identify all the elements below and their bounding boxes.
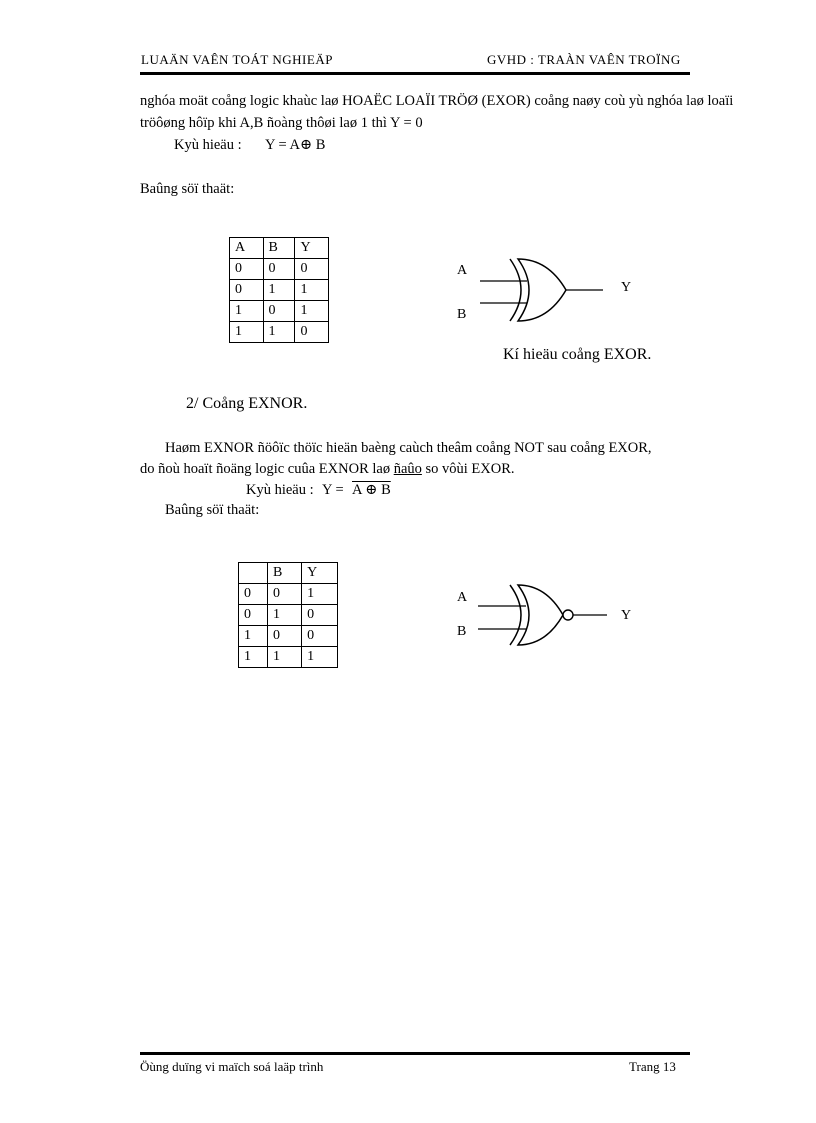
table-cell: 0	[295, 259, 329, 280]
table-cell: 0	[239, 584, 268, 605]
table-row	[239, 626, 338, 647]
xnor-output-label: Y	[621, 608, 632, 623]
xnor-para-2-b: ù hoaït ñoäng logic cuûa EXNOR laø	[172, 461, 394, 477]
table-row	[239, 605, 338, 626]
xor-caption: Kí hieäu coång EXOR.	[503, 346, 652, 363]
table-cell: 1	[239, 647, 268, 668]
page-number: Trang 13	[629, 1059, 676, 1074]
table-cell: 1	[302, 647, 338, 668]
table-cell: 0	[230, 259, 264, 280]
xnor-inversion-bubble	[563, 610, 573, 620]
table-cell: 0	[263, 301, 295, 322]
table-cell: 1	[302, 584, 338, 605]
xnor-symbol-label: Kyù hieäu :	[246, 482, 314, 498]
footer-left: Öùng duïng vi maïch soá laäp trình	[140, 1059, 324, 1074]
table-cell: 1	[267, 605, 301, 626]
table-header-cell: Y	[295, 238, 329, 259]
xor-symbol-label: Kyù hieäu :	[174, 137, 242, 153]
table-cell: 1	[263, 322, 295, 343]
header-right: GVHD : TRAÀN VAÊN TROÏNG	[487, 52, 681, 67]
table-header-row	[230, 238, 329, 259]
xnor-heading: 2/ Coång EXNOR.	[186, 395, 308, 412]
xor-input-b-label: B	[457, 307, 467, 322]
table-row	[230, 259, 329, 280]
xnor-para-2-underlined: ñaûo	[393, 461, 422, 477]
table-cell: 1	[230, 322, 264, 343]
xnor-formula-y: Y =	[322, 482, 344, 498]
table-cell: 1	[239, 626, 268, 647]
table-header-row	[239, 563, 338, 584]
header-rule	[140, 72, 690, 75]
header-left: LUAÄN VAÊN TOÁT NGHIEÄP	[141, 52, 333, 67]
xnor-table-label: Baûng söï thaät:	[165, 502, 260, 518]
table-row	[230, 301, 329, 322]
xnor-para-2-c: so vôùi EXOR.	[421, 461, 515, 477]
table-cell: 1	[295, 301, 329, 322]
table-header-cell: B	[263, 238, 295, 259]
xor-truth-table	[229, 237, 329, 343]
xor-line-1: nghóa moät coång logic khaùc laø HOAËC LOAÏI TRÖØ (EXOR) coång naøy coù yù nghóa laø loaïi	[140, 93, 734, 109]
xnor-formula-rhs: A ⊕ B	[352, 482, 391, 498]
table-cell: 0	[230, 280, 264, 301]
xor-gate-diagram	[440, 245, 660, 335]
table-cell: 1	[295, 280, 329, 301]
table-cell: 0	[295, 322, 329, 343]
table-cell: 0	[267, 584, 301, 605]
xnor-gate-diagram	[440, 570, 660, 660]
xor-gate-body	[518, 259, 566, 321]
table-header-cell	[239, 563, 268, 584]
xor-back-curve	[510, 259, 521, 321]
xnor-input-a-label: A	[457, 590, 468, 605]
xnor-para-2	[140, 461, 515, 478]
table-cell: 0	[302, 605, 338, 626]
table-cell: 0	[263, 259, 295, 280]
xnor-input-b-label: B	[457, 624, 467, 639]
footer-rule	[140, 1052, 690, 1055]
xnor-para-1: Haøm EXNOR ñöôïc thöïc hieän baèng caùch theâm coång NOT sau coång EXOR,	[165, 440, 652, 456]
table-cell: 0	[239, 605, 268, 626]
table-cell: 0	[302, 626, 338, 647]
xor-formula: Y = A⊕ B	[265, 137, 326, 153]
table-cell: 1	[263, 280, 295, 301]
table-header-cell: A	[230, 238, 264, 259]
xnor-gate-body	[518, 585, 563, 645]
xnor-truth-table	[238, 562, 338, 668]
xor-table-label: Baûng söï thaät:	[140, 181, 235, 197]
table-row	[239, 647, 338, 668]
xor-input-a-label: A	[457, 263, 468, 278]
xor-line-2: tröôøng hôïp khi A,B ñoàng thôøi laø 1 thì Y = 0	[140, 115, 423, 131]
table-header-cell: Y	[302, 563, 338, 584]
xor-output-label: Y	[621, 280, 632, 295]
table-cell: 0	[267, 626, 301, 647]
table-row	[230, 322, 329, 343]
xnor-para-2-a: do ño	[140, 461, 173, 477]
table-row	[239, 584, 338, 605]
table-cell: 1	[230, 301, 264, 322]
table-cell: 1	[267, 647, 301, 668]
table-header-cell: B	[267, 563, 301, 584]
xnor-back-curve	[510, 585, 521, 645]
table-row	[230, 280, 329, 301]
